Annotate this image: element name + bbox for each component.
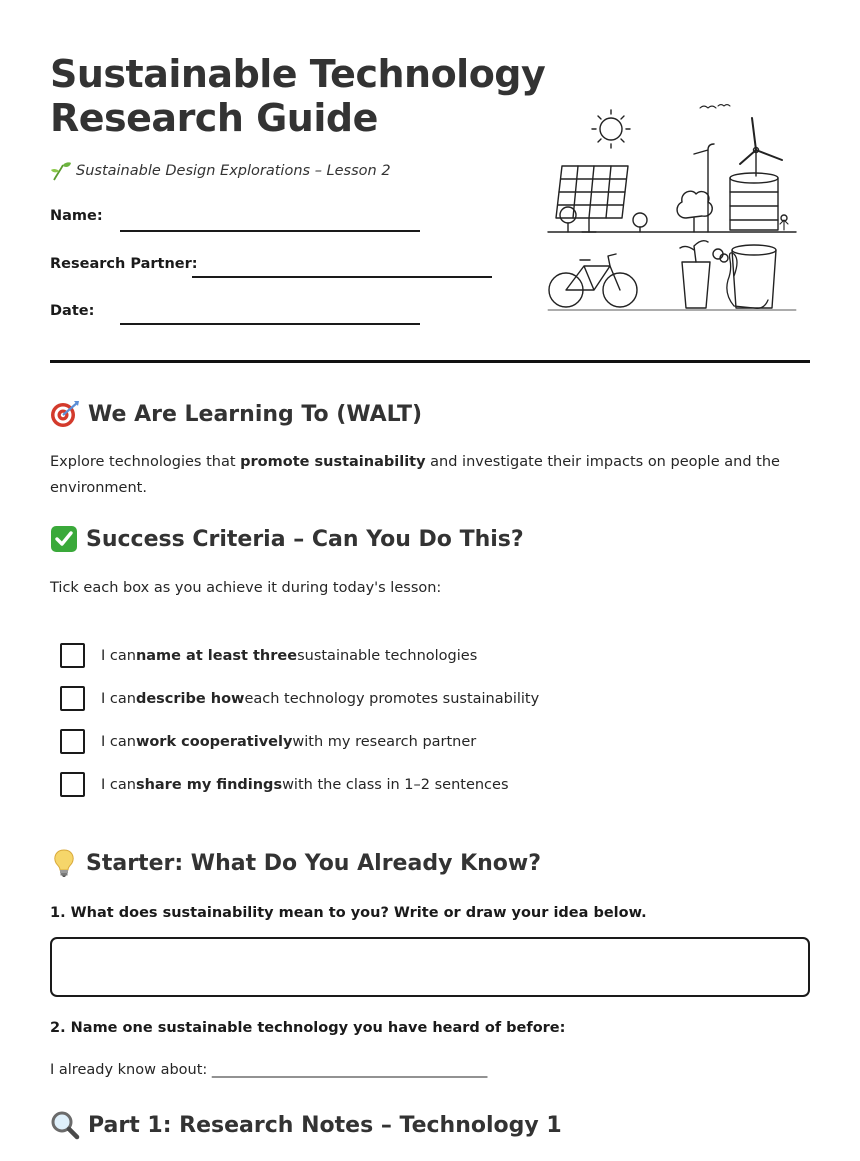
worksheet-header (50, 0, 810, 364)
lesson-subtitle: Sustainable Design Explorations – Lesson 2 (50, 161, 391, 181)
date-write-line[interactable] (120, 323, 420, 325)
success-criteria-heading: Success Criteria – Can You Do This? (50, 525, 524, 553)
solar-panel-icon (556, 166, 628, 232)
partner-write-line[interactable] (192, 276, 492, 278)
sustainable-city-illustration (544, 100, 800, 315)
target-icon (50, 400, 80, 428)
header-divider (50, 360, 810, 363)
criterion-checkbox[interactable] (60, 729, 85, 754)
plant-pot-icon (680, 241, 728, 308)
already-know-fill-line[interactable]: I already know about: ______________________________________ (50, 1062, 488, 1078)
walt-text: Explore technologies that promote sustainability and investigate their impacts on people and the environment. (50, 454, 780, 496)
criteria-instruction: Tick each box as you achieve it during today's lesson: (50, 580, 442, 596)
criterion-checkbox[interactable] (60, 772, 85, 797)
starter-question-2: 2. Name one sustainable technology you have heard of before: (50, 1020, 566, 1036)
criterion-item[interactable]: I can work cooperatively with my research partner (60, 729, 476, 754)
worksheet-page (50, 0, 810, 1138)
tree-icon (677, 191, 712, 232)
sustainability-answer-box[interactable] (50, 937, 810, 997)
sun-icon (592, 110, 630, 148)
criterion-checkbox[interactable] (60, 643, 85, 668)
starter-question-1: 1. What does sustainability mean to you? Write or draw your idea below. (50, 905, 647, 921)
criterion-checkbox[interactable] (60, 686, 85, 711)
check-mark-icon (50, 525, 78, 553)
wind-turbine-icon (740, 118, 782, 176)
criterion-item[interactable]: I can describe how each technology promotes sustainability (60, 686, 539, 711)
water-tank-icon (730, 173, 778, 230)
recycling-bin-icon (732, 245, 776, 308)
page-title: Sustainable Technology Research Guide (50, 52, 546, 140)
name-field[interactable]: Name: (50, 208, 103, 224)
magnifier-icon (50, 1110, 80, 1140)
date-field[interactable]: Date: (50, 303, 94, 319)
research-partner-field[interactable]: Research Partner: (50, 256, 198, 272)
criterion-item[interactable]: I can name at least three sustainable technologies (60, 643, 477, 668)
bicycle-icon (549, 254, 637, 307)
criterion-item[interactable]: I can share my findings with the class in 1–2 sentences (60, 772, 509, 797)
walt-heading: We Are Learning To (WALT) (50, 400, 422, 428)
starter-heading: Starter: What Do You Already Know? (50, 848, 541, 878)
sprout-icon (50, 161, 72, 181)
name-write-line[interactable] (120, 230, 420, 232)
light-bulb-icon (50, 848, 78, 878)
part1-heading: Part 1: Research Notes – Technology 1 (50, 1110, 562, 1140)
